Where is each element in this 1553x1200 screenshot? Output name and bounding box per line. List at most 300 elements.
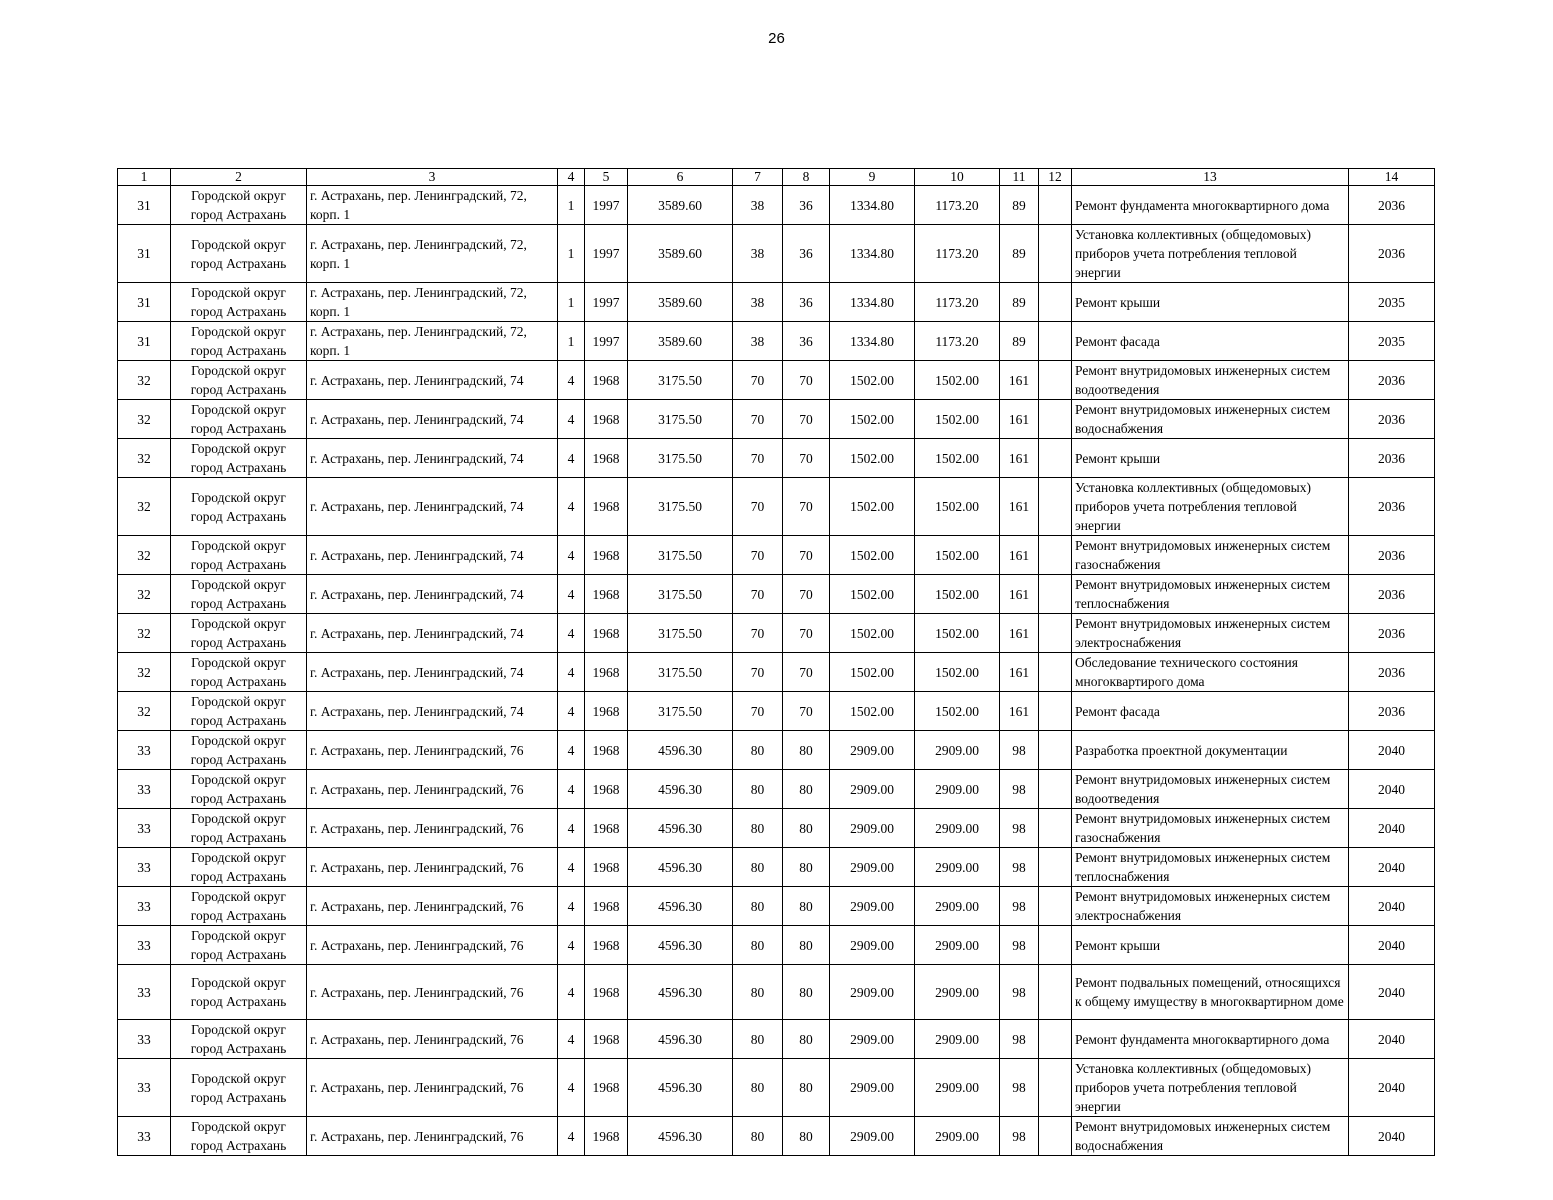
municipality-cell: Городской округ город Астрахань — [171, 478, 307, 536]
private-area-cell: 2909.00 — [915, 770, 1000, 809]
year-built-cell: 1968 — [585, 653, 628, 692]
private-area-cell: 1502.00 — [915, 536, 1000, 575]
apartments-total-cell: 38 — [733, 225, 783, 283]
private-area-cell: 1173.20 — [915, 225, 1000, 283]
work-type-cell: Ремонт внутридомовых инженерных систем водоснабжения — [1072, 1117, 1349, 1156]
municipality-cell: Городской округ город Астрахань — [171, 926, 307, 965]
private-area-cell: 2909.00 — [915, 809, 1000, 848]
work-type-cell: Ремонт внутридомовых инженерных систем газоснабжения — [1072, 536, 1349, 575]
work-type-cell: Ремонт внутридомовых инженерных систем газоснабжения — [1072, 809, 1349, 848]
private-area-cell: 1173.20 — [915, 186, 1000, 225]
col-12-cell — [1039, 926, 1072, 965]
row-number-cell: 32 — [118, 653, 171, 692]
column-header: 8 — [783, 169, 830, 186]
work-type-cell: Ремонт внутридомовых инженерных систем электроснабжения — [1072, 887, 1349, 926]
address-cell: г. Астрахань, пер. Ленинградский, 76 — [307, 848, 558, 887]
year-built-cell: 1968 — [585, 770, 628, 809]
floors-cell: 4 — [558, 965, 585, 1020]
total-area-cell: 4596.30 — [628, 770, 733, 809]
planned-year-cell: 2040 — [1349, 809, 1435, 848]
municipality-cell: Городской округ город Астрахань — [171, 361, 307, 400]
work-type-cell: Ремонт фасада — [1072, 692, 1349, 731]
apartments-total-cell: 80 — [733, 965, 783, 1020]
col-12-cell — [1039, 361, 1072, 400]
residents-cell: 161 — [1000, 478, 1039, 536]
year-built-cell: 1968 — [585, 1020, 628, 1059]
apartments-total-cell: 80 — [733, 887, 783, 926]
table-row — [118, 809, 1435, 848]
planned-year-cell: 2036 — [1349, 186, 1435, 225]
private-area-cell: 1502.00 — [915, 439, 1000, 478]
apartments-residential-cell: 36 — [783, 225, 830, 283]
floors-cell: 1 — [558, 283, 585, 322]
work-type-cell: Ремонт внутридомовых инженерных систем теплоснабжения — [1072, 575, 1349, 614]
apartments-residential-cell: 70 — [783, 439, 830, 478]
municipality-cell: Городской округ город Астрахань — [171, 186, 307, 225]
apartments-residential-cell: 36 — [783, 322, 830, 361]
table-row — [118, 575, 1435, 614]
apartments-total-cell: 80 — [733, 809, 783, 848]
work-type-cell: Ремонт внутридомовых инженерных систем теплоснабжения — [1072, 848, 1349, 887]
col-12-cell — [1039, 770, 1072, 809]
row-number-cell: 32 — [118, 439, 171, 478]
work-type-cell: Ремонт внутридомовых инженерных систем водоотведения — [1072, 770, 1349, 809]
column-header: 7 — [733, 169, 783, 186]
municipality-cell: Городской округ город Астрахань — [171, 692, 307, 731]
work-type-cell: Установка коллективных (общедомовых) приборов учета потребления тепловой энергии — [1072, 225, 1349, 283]
floors-cell: 4 — [558, 848, 585, 887]
residents-cell: 98 — [1000, 1020, 1039, 1059]
apartments-residential-cell: 80 — [783, 770, 830, 809]
total-area-cell: 4596.30 — [628, 731, 733, 770]
total-area-cell: 3175.50 — [628, 614, 733, 653]
row-number-cell: 32 — [118, 400, 171, 439]
table-row — [118, 653, 1435, 692]
living-area-cell: 2909.00 — [830, 926, 915, 965]
residents-cell: 161 — [1000, 400, 1039, 439]
living-area-cell: 1502.00 — [830, 692, 915, 731]
address-cell: г. Астрахань, пер. Ленинградский, 76 — [307, 770, 558, 809]
work-type-cell: Установка коллективных (общедомовых) приборов учета потребления тепловой энергии — [1072, 1059, 1349, 1117]
total-area-cell: 3175.50 — [628, 439, 733, 478]
apartments-total-cell: 80 — [733, 770, 783, 809]
total-area-cell: 3175.50 — [628, 653, 733, 692]
row-number-cell: 33 — [118, 770, 171, 809]
residents-cell: 98 — [1000, 848, 1039, 887]
municipality-cell: Городской округ город Астрахань — [171, 731, 307, 770]
apartments-total-cell: 70 — [733, 575, 783, 614]
residents-cell: 89 — [1000, 283, 1039, 322]
apartments-total-cell: 38 — [733, 322, 783, 361]
living-area-cell: 1502.00 — [830, 653, 915, 692]
living-area-cell: 1502.00 — [830, 478, 915, 536]
residents-cell: 98 — [1000, 926, 1039, 965]
row-number-cell: 33 — [118, 1059, 171, 1117]
planned-year-cell: 2036 — [1349, 361, 1435, 400]
table-row — [118, 322, 1435, 361]
apartments-residential-cell: 36 — [783, 283, 830, 322]
floors-cell: 4 — [558, 809, 585, 848]
municipality-cell: Городской округ город Астрахань — [171, 848, 307, 887]
total-area-cell: 4596.30 — [628, 926, 733, 965]
living-area-cell: 2909.00 — [830, 887, 915, 926]
total-area-cell: 4596.30 — [628, 1059, 733, 1117]
private-area-cell: 2909.00 — [915, 1020, 1000, 1059]
total-area-cell: 3175.50 — [628, 361, 733, 400]
planned-year-cell: 2036 — [1349, 400, 1435, 439]
apartments-residential-cell: 80 — [783, 1020, 830, 1059]
col-12-cell — [1039, 965, 1072, 1020]
table-row — [118, 1117, 1435, 1156]
row-number-cell: 32 — [118, 692, 171, 731]
planned-year-cell: 2040 — [1349, 965, 1435, 1020]
floors-cell: 4 — [558, 361, 585, 400]
total-area-cell: 3175.50 — [628, 536, 733, 575]
apartments-residential-cell: 70 — [783, 653, 830, 692]
column-header: 5 — [585, 169, 628, 186]
col-12-cell — [1039, 731, 1072, 770]
address-cell: г. Астрахань, пер. Ленинградский, 76 — [307, 926, 558, 965]
floors-cell: 4 — [558, 731, 585, 770]
living-area-cell: 2909.00 — [830, 1020, 915, 1059]
year-built-cell: 1997 — [585, 225, 628, 283]
col-12-cell — [1039, 536, 1072, 575]
planned-year-cell: 2036 — [1349, 692, 1435, 731]
address-cell: г. Астрахань, пер. Ленинградский, 76 — [307, 965, 558, 1020]
table-row — [118, 692, 1435, 731]
row-number-cell: 33 — [118, 731, 171, 770]
column-header: 9 — [830, 169, 915, 186]
address-cell: г. Астрахань, пер. Ленинградский, 76 — [307, 1020, 558, 1059]
total-area-cell: 4596.30 — [628, 1117, 733, 1156]
floors-cell: 4 — [558, 653, 585, 692]
address-cell: г. Астрахань, пер. Ленинградский, 74 — [307, 536, 558, 575]
col-12-cell — [1039, 614, 1072, 653]
table-row — [118, 1059, 1435, 1117]
work-type-cell: Ремонт фасада — [1072, 322, 1349, 361]
apartments-total-cell: 80 — [733, 1117, 783, 1156]
residents-cell: 161 — [1000, 439, 1039, 478]
table-row — [118, 614, 1435, 653]
address-cell: г. Астрахань, пер. Ленинградский, 74 — [307, 614, 558, 653]
living-area-cell: 1502.00 — [830, 361, 915, 400]
municipality-cell: Городской округ город Астрахань — [171, 400, 307, 439]
apartments-residential-cell: 80 — [783, 1117, 830, 1156]
floors-cell: 4 — [558, 692, 585, 731]
residents-cell: 161 — [1000, 692, 1039, 731]
table-row — [118, 731, 1435, 770]
residents-cell: 161 — [1000, 361, 1039, 400]
residents-cell: 98 — [1000, 731, 1039, 770]
year-built-cell: 1968 — [585, 1059, 628, 1117]
apartments-residential-cell: 80 — [783, 731, 830, 770]
work-type-cell: Ремонт крыши — [1072, 439, 1349, 478]
column-header: 3 — [307, 169, 558, 186]
year-built-cell: 1968 — [585, 400, 628, 439]
living-area-cell: 2909.00 — [830, 1117, 915, 1156]
address-cell: г. Астрахань, пер. Ленинградский, 76 — [307, 1059, 558, 1117]
apartments-residential-cell: 80 — [783, 809, 830, 848]
municipality-cell: Городской округ город Астрахань — [171, 439, 307, 478]
floors-cell: 4 — [558, 1020, 585, 1059]
col-12-cell — [1039, 575, 1072, 614]
floors-cell: 4 — [558, 439, 585, 478]
work-type-cell: Ремонт внутридомовых инженерных систем водоотведения — [1072, 361, 1349, 400]
floors-cell: 4 — [558, 400, 585, 439]
total-area-cell: 3175.50 — [628, 692, 733, 731]
table-row — [118, 1020, 1435, 1059]
apartments-residential-cell: 70 — [783, 400, 830, 439]
municipality-cell: Городской округ город Астрахань — [171, 322, 307, 361]
address-cell: г. Астрахань, пер. Ленинградский, 74 — [307, 478, 558, 536]
address-cell: г. Астрахань, пер. Ленинградский, 76 — [307, 1117, 558, 1156]
living-area-cell: 2909.00 — [830, 1059, 915, 1117]
planned-year-cell: 2040 — [1349, 1020, 1435, 1059]
municipality-cell: Городской округ город Астрахань — [171, 575, 307, 614]
planned-year-cell: 2040 — [1349, 731, 1435, 770]
col-12-cell — [1039, 1059, 1072, 1117]
address-cell: г. Астрахань, пер. Ленинградский, 74 — [307, 692, 558, 731]
page-number: 26 — [768, 30, 785, 47]
municipality-cell: Городской округ город Астрахань — [171, 887, 307, 926]
floors-cell: 4 — [558, 887, 585, 926]
private-area-cell: 1173.20 — [915, 322, 1000, 361]
col-12-cell — [1039, 653, 1072, 692]
municipality-cell: Городской округ город Астрахань — [171, 770, 307, 809]
living-area-cell: 2909.00 — [830, 848, 915, 887]
table-row — [118, 887, 1435, 926]
year-built-cell: 1968 — [585, 692, 628, 731]
table-row — [118, 478, 1435, 536]
row-number-cell: 33 — [118, 965, 171, 1020]
row-number-cell: 33 — [118, 1020, 171, 1059]
living-area-cell: 1334.80 — [830, 322, 915, 361]
private-area-cell: 1502.00 — [915, 692, 1000, 731]
address-cell: г. Астрахань, пер. Ленинградский, 72, корп. 1 — [307, 322, 558, 361]
year-built-cell: 1968 — [585, 848, 628, 887]
column-header: 13 — [1072, 169, 1349, 186]
year-built-cell: 1968 — [585, 731, 628, 770]
private-area-cell: 2909.00 — [915, 926, 1000, 965]
total-area-cell: 4596.30 — [628, 965, 733, 1020]
work-type-cell: Ремонт фундамента многоквартирного дома — [1072, 186, 1349, 225]
living-area-cell: 1502.00 — [830, 439, 915, 478]
planned-year-cell: 2036 — [1349, 575, 1435, 614]
residents-cell: 161 — [1000, 536, 1039, 575]
year-built-cell: 1968 — [585, 575, 628, 614]
total-area-cell: 3589.60 — [628, 225, 733, 283]
column-header: 10 — [915, 169, 1000, 186]
total-area-cell: 3589.60 — [628, 186, 733, 225]
apartments-total-cell: 38 — [733, 186, 783, 225]
floors-cell: 4 — [558, 575, 585, 614]
col-12-cell — [1039, 478, 1072, 536]
row-number-cell: 32 — [118, 536, 171, 575]
work-type-cell: Ремонт внутридомовых инженерных систем водоснабжения — [1072, 400, 1349, 439]
municipality-cell: Городской округ город Астрахань — [171, 653, 307, 692]
planned-year-cell: 2040 — [1349, 1059, 1435, 1117]
row-number-cell: 32 — [118, 614, 171, 653]
col-12-cell — [1039, 809, 1072, 848]
work-type-cell: Ремонт фундамента многоквартирного дома — [1072, 1020, 1349, 1059]
total-area-cell: 3589.60 — [628, 322, 733, 361]
row-number-cell: 31 — [118, 225, 171, 283]
municipality-cell: Городской округ город Астрахань — [171, 614, 307, 653]
row-number-cell: 33 — [118, 809, 171, 848]
table-row — [118, 361, 1435, 400]
column-header: 11 — [1000, 169, 1039, 186]
col-12-cell — [1039, 439, 1072, 478]
column-header: 1 — [118, 169, 171, 186]
address-cell: г. Астрахань, пер. Ленинградский, 74 — [307, 400, 558, 439]
apartments-residential-cell: 70 — [783, 575, 830, 614]
work-type-cell: Разработка проектной документации — [1072, 731, 1349, 770]
table-row — [118, 848, 1435, 887]
total-area-cell: 4596.30 — [628, 809, 733, 848]
residents-cell: 161 — [1000, 653, 1039, 692]
table-row — [118, 536, 1435, 575]
table-row — [118, 186, 1435, 225]
living-area-cell: 1334.80 — [830, 186, 915, 225]
private-area-cell: 1502.00 — [915, 478, 1000, 536]
private-area-cell: 1502.00 — [915, 614, 1000, 653]
living-area-cell: 2909.00 — [830, 770, 915, 809]
work-type-cell: Обследование технического состояния многоквартирого дома — [1072, 653, 1349, 692]
apartments-total-cell: 70 — [733, 653, 783, 692]
apartments-total-cell: 38 — [733, 283, 783, 322]
living-area-cell: 1334.80 — [830, 283, 915, 322]
residents-cell: 161 — [1000, 575, 1039, 614]
municipality-cell: Городской округ город Астрахань — [171, 965, 307, 1020]
residents-cell: 98 — [1000, 1117, 1039, 1156]
private-area-cell: 2909.00 — [915, 887, 1000, 926]
apartments-total-cell: 70 — [733, 692, 783, 731]
apartments-total-cell: 70 — [733, 439, 783, 478]
living-area-cell: 1502.00 — [830, 400, 915, 439]
planned-year-cell: 2040 — [1349, 848, 1435, 887]
column-header: 14 — [1349, 169, 1435, 186]
year-built-cell: 1968 — [585, 614, 628, 653]
living-area-cell: 1502.00 — [830, 614, 915, 653]
col-12-cell — [1039, 1020, 1072, 1059]
work-type-cell: Ремонт крыши — [1072, 283, 1349, 322]
private-area-cell: 2909.00 — [915, 848, 1000, 887]
apartments-residential-cell: 80 — [783, 1059, 830, 1117]
col-12-cell — [1039, 186, 1072, 225]
private-area-cell: 2909.00 — [915, 1117, 1000, 1156]
address-cell: г. Астрахань, пер. Ленинградский, 72, корп. 1 — [307, 225, 558, 283]
row-number-cell: 32 — [118, 361, 171, 400]
living-area-cell: 2909.00 — [830, 731, 915, 770]
year-built-cell: 1997 — [585, 283, 628, 322]
planned-year-cell: 2040 — [1349, 926, 1435, 965]
table-header-row — [118, 169, 1435, 186]
municipality-cell: Городской округ город Астрахань — [171, 1020, 307, 1059]
table-row — [118, 400, 1435, 439]
planned-year-cell: 2036 — [1349, 653, 1435, 692]
row-number-cell: 32 — [118, 478, 171, 536]
col-12-cell — [1039, 1117, 1072, 1156]
floors-cell: 4 — [558, 536, 585, 575]
apartments-total-cell: 70 — [733, 361, 783, 400]
column-header: 2 — [171, 169, 307, 186]
table-row — [118, 439, 1435, 478]
planned-year-cell: 2036 — [1349, 225, 1435, 283]
address-cell: г. Астрахань, пер. Ленинградский, 76 — [307, 731, 558, 770]
col-12-cell — [1039, 887, 1072, 926]
private-area-cell: 2909.00 — [915, 965, 1000, 1020]
municipality-cell: Городской округ город Астрахань — [171, 1059, 307, 1117]
year-built-cell: 1968 — [585, 478, 628, 536]
work-type-cell: Ремонт подвальных помещений, относящихся к общему имуществу в многоквартирном доме — [1072, 965, 1349, 1020]
year-built-cell: 1997 — [585, 322, 628, 361]
planned-year-cell: 2036 — [1349, 536, 1435, 575]
address-cell: г. Астрахань, пер. Ленинградский, 74 — [307, 575, 558, 614]
floors-cell: 4 — [558, 926, 585, 965]
floors-cell: 4 — [558, 1117, 585, 1156]
apartments-total-cell: 70 — [733, 478, 783, 536]
work-type-cell: Ремонт внутридомовых инженерных систем электроснабжения — [1072, 614, 1349, 653]
column-header: 6 — [628, 169, 733, 186]
planned-year-cell: 2035 — [1349, 283, 1435, 322]
address-cell: г. Астрахань, пер. Ленинградский, 74 — [307, 439, 558, 478]
table-row — [118, 283, 1435, 322]
private-area-cell: 1502.00 — [915, 575, 1000, 614]
year-built-cell: 1968 — [585, 361, 628, 400]
column-header: 12 — [1039, 169, 1072, 186]
row-number-cell: 33 — [118, 1117, 171, 1156]
repair-schedule-table — [117, 168, 1435, 1156]
municipality-cell: Городской округ город Астрахань — [171, 809, 307, 848]
floors-cell: 1 — [558, 322, 585, 361]
address-cell: г. Астрахань, пер. Ленинградский, 76 — [307, 809, 558, 848]
year-built-cell: 1968 — [585, 926, 628, 965]
table-row — [118, 770, 1435, 809]
apartments-total-cell: 70 — [733, 400, 783, 439]
apartments-total-cell: 70 — [733, 614, 783, 653]
floors-cell: 4 — [558, 614, 585, 653]
col-12-cell — [1039, 322, 1072, 361]
address-cell: г. Астрахань, пер. Ленинградский, 74 — [307, 653, 558, 692]
work-type-cell: Ремонт крыши — [1072, 926, 1349, 965]
row-number-cell: 33 — [118, 848, 171, 887]
row-number-cell: 31 — [118, 322, 171, 361]
residents-cell: 89 — [1000, 225, 1039, 283]
apartments-residential-cell: 36 — [783, 186, 830, 225]
apartments-total-cell: 80 — [733, 848, 783, 887]
private-area-cell: 1502.00 — [915, 653, 1000, 692]
table-row — [118, 225, 1435, 283]
floors-cell: 4 — [558, 478, 585, 536]
row-number-cell: 32 — [118, 575, 171, 614]
address-cell: г. Астрахань, пер. Ленинградский, 74 — [307, 361, 558, 400]
private-area-cell: 2909.00 — [915, 1059, 1000, 1117]
apartments-total-cell: 80 — [733, 926, 783, 965]
floors-cell: 4 — [558, 770, 585, 809]
apartments-residential-cell: 80 — [783, 887, 830, 926]
planned-year-cell: 2036 — [1349, 439, 1435, 478]
year-built-cell: 1968 — [585, 887, 628, 926]
total-area-cell: 4596.30 — [628, 1020, 733, 1059]
apartments-residential-cell: 70 — [783, 478, 830, 536]
residents-cell: 98 — [1000, 965, 1039, 1020]
col-12-cell — [1039, 692, 1072, 731]
floors-cell: 4 — [558, 1059, 585, 1117]
apartments-residential-cell: 70 — [783, 692, 830, 731]
apartments-total-cell: 80 — [733, 731, 783, 770]
apartments-residential-cell: 80 — [783, 848, 830, 887]
living-area-cell: 1334.80 — [830, 225, 915, 283]
